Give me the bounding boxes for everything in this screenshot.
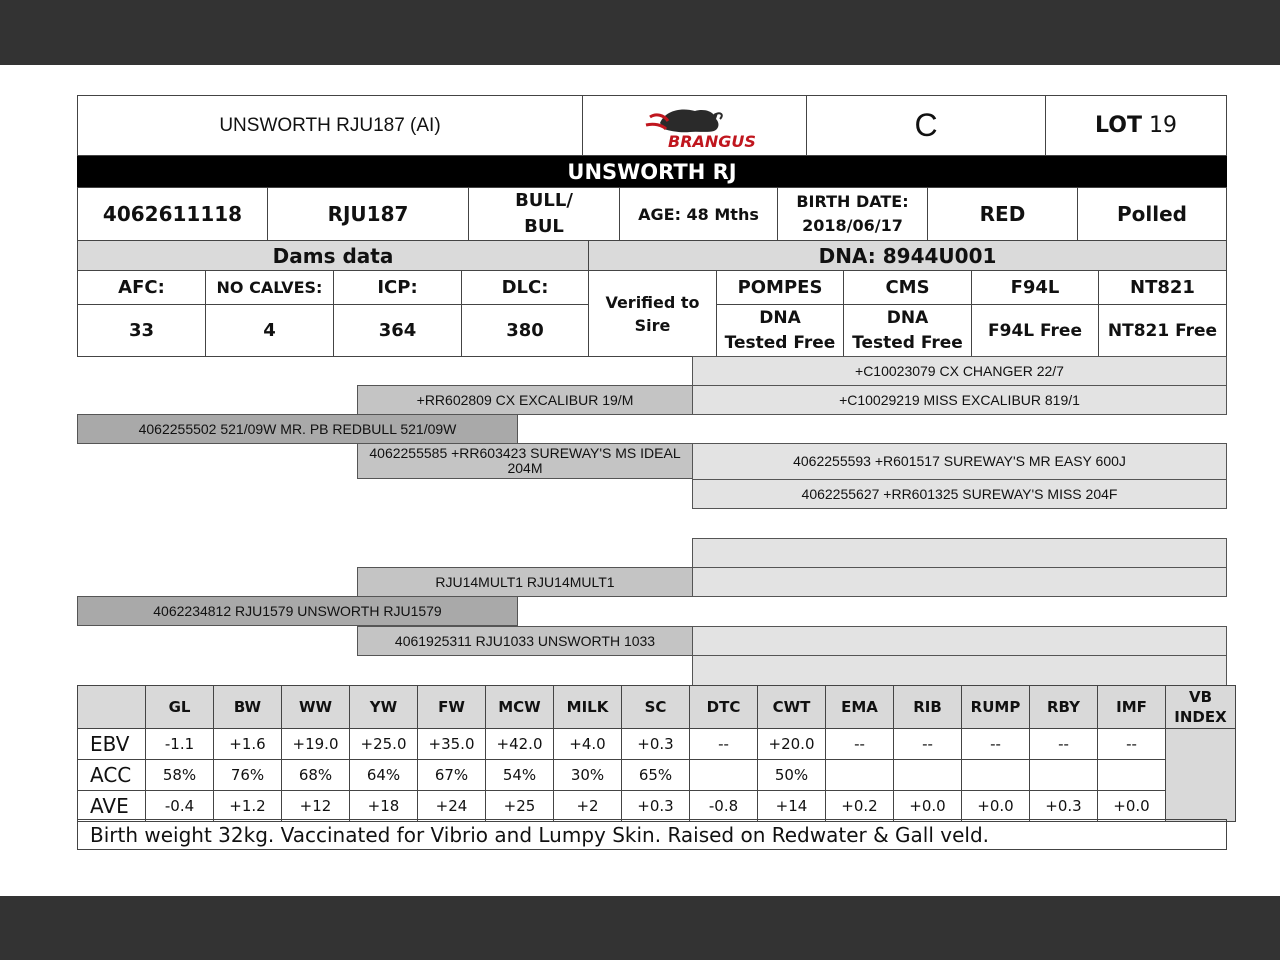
- age-text: AGE: 48 Mths: [638, 204, 759, 224]
- dams-title: Dams data: [272, 243, 394, 268]
- ebv-value-cell: --: [1098, 729, 1166, 760]
- ebv-column-header: GL: [146, 686, 214, 729]
- afc-value: [77, 304, 206, 357]
- cms-line-2: Tested Free: [852, 332, 963, 353]
- pedigree-sire-dam: [357, 443, 693, 479]
- ebv-value-cell: 65%: [622, 760, 690, 791]
- ebv-value-cell: +20.0: [758, 729, 826, 760]
- cms-line-1: DNA: [886, 307, 929, 328]
- ebv-row-label: EBV: [78, 729, 146, 760]
- ebv-value-cell: +18: [350, 791, 418, 822]
- dlc-label: [461, 270, 589, 305]
- pompes-label-text: POMPES: [737, 277, 823, 298]
- ebv-value-cell: --: [962, 729, 1030, 760]
- ebv-value-cell: +0.0: [1098, 791, 1166, 822]
- dna-header: [588, 240, 1227, 271]
- animal-title-text: UNSWORTH RJU187 (AI): [219, 114, 441, 136]
- ebv-row-label: ACC: [78, 760, 146, 791]
- ebv-value-cell: --: [1030, 729, 1098, 760]
- pedigree-ds-text: RJU14MULT1 RJU14MULT1: [435, 573, 615, 590]
- ebv-value-cell: +1.6: [214, 729, 282, 760]
- ebv-column-header: DTC: [690, 686, 758, 729]
- ebv-row-acc: [78, 760, 1236, 791]
- sex-line-1: BULL/: [515, 190, 573, 211]
- birth-date: [777, 187, 928, 241]
- calves-value: [205, 304, 334, 357]
- lot-box: [1045, 95, 1227, 156]
- calves-label-text: NO CALVES:: [216, 278, 323, 297]
- ebv-value-cell: +14: [758, 791, 826, 822]
- nt821-label-text: NT821: [1130, 277, 1195, 298]
- pedigree-sire: [77, 414, 518, 444]
- ebv-value-cell: +1.2: [214, 791, 282, 822]
- f94l-value-text: F94L Free: [988, 320, 1082, 341]
- pedigree-sire-sire-sire: [692, 356, 1227, 386]
- class-letter: [806, 95, 1046, 156]
- vb-index-line-1: VB: [1188, 688, 1213, 706]
- f94l-label: [971, 270, 1099, 305]
- pedigree-dam-dam: [357, 626, 693, 656]
- pompes-line-1: DNA: [759, 307, 801, 328]
- lot-number: 19: [1148, 113, 1177, 138]
- ebv-value-cell: +2: [554, 791, 622, 822]
- ebv-value-cell: +0.0: [894, 791, 962, 822]
- icp-label-text: ICP:: [377, 277, 418, 298]
- top-frame-bar: [0, 0, 1280, 65]
- ebv-value-cell: 67%: [418, 760, 486, 791]
- ebv-column-header: IMF: [1098, 686, 1166, 729]
- icp-label: [333, 270, 462, 305]
- f94l-label-text: F94L: [1010, 277, 1060, 298]
- breeder-banner: [77, 156, 1227, 188]
- pedigree-dam-dam-sire: [692, 626, 1227, 656]
- ebv-table: [77, 685, 1236, 822]
- horn-status: [1077, 187, 1227, 241]
- ebv-value-cell: [894, 760, 962, 791]
- pedigree-dam-text: 4062234812 RJU1579 UNSWORTH RJU1579: [153, 602, 442, 619]
- ebv-value-cell: [962, 760, 1030, 791]
- ebv-value-cell: +42.0: [486, 729, 554, 760]
- ebv-value-cell: --: [826, 729, 894, 760]
- pedigree-sss-text: +C10023079 CX CHANGER 22/7: [855, 362, 1064, 379]
- dlc-value: [461, 304, 589, 357]
- logo-text: BRANGUS: [667, 131, 756, 151]
- notes-text: Birth weight 32kg. Vaccinated for Vibrio and Lumpy Skin. Raised on Redwater & Gall veld.: [90, 822, 990, 847]
- colour: [927, 187, 1078, 241]
- ebv-value-cell: +0.3: [622, 729, 690, 760]
- ebv-value-cell: 58%: [146, 760, 214, 791]
- ebv-value-cell: 76%: [214, 760, 282, 791]
- cms-label-text: CMS: [885, 277, 930, 298]
- ebv-value-cell: 68%: [282, 760, 350, 791]
- ebv-value-cell: [1030, 760, 1098, 791]
- dna-title: DNA: 8944U001: [818, 243, 997, 268]
- ebv-value-cell: +0.3: [1030, 791, 1098, 822]
- id-number: [77, 187, 268, 241]
- id-number-text: 4062611118: [102, 202, 243, 226]
- calves-label: [205, 270, 334, 305]
- ebv-value-cell: +4.0: [554, 729, 622, 760]
- ebv-row-ave: [78, 791, 1236, 822]
- ebv-column-header: FW: [418, 686, 486, 729]
- brangus-logo: [582, 95, 807, 156]
- ebv-column-header: MCW: [486, 686, 554, 729]
- ebv-column-header: EMA: [826, 686, 894, 729]
- ebv-column-header: SC: [622, 686, 690, 729]
- pompes-line-2: Tested Free: [724, 332, 836, 353]
- ebv-value-cell: [690, 760, 758, 791]
- sex: [468, 187, 620, 241]
- verified-line-1: Verified to: [605, 292, 700, 312]
- sex-line-2: BUL: [524, 216, 564, 237]
- pedigree-dam-sire-sire: [692, 538, 1227, 568]
- birth-date-value: 2018/06/17: [802, 216, 903, 235]
- icp-value-text: 364: [378, 320, 417, 341]
- animal-title: [77, 95, 583, 156]
- bottom-frame-bar: [0, 896, 1280, 960]
- ebv-value-cell: 54%: [486, 760, 554, 791]
- tattoo-text: RJU187: [327, 202, 409, 226]
- notes-box: [77, 819, 1227, 850]
- pedigree-sire-dam-dam: [692, 479, 1227, 509]
- age: [619, 187, 778, 241]
- horn-status-text: Polled: [1117, 202, 1187, 226]
- afc-value-text: 33: [128, 320, 155, 341]
- tattoo: [267, 187, 469, 241]
- ebv-value-cell: --: [894, 729, 962, 760]
- ebv-column-header: BW: [214, 686, 282, 729]
- pedigree-dd-text: 4061925311 RJU1033 UNSWORTH 1033: [394, 632, 656, 649]
- colour-text: RED: [979, 202, 1026, 226]
- ebv-header-row: [78, 686, 1236, 729]
- cms-label: [843, 270, 972, 305]
- ebv-value-cell: +0.0: [962, 791, 1030, 822]
- ebv-row-ebv: [78, 729, 1236, 760]
- lot-label: LOT: [1095, 113, 1142, 138]
- dlc-value-text: 380: [506, 320, 544, 341]
- f94l-value: [971, 304, 1099, 357]
- ebv-value-cell: +0.2: [826, 791, 894, 822]
- ebv-value-cell: -1.1: [146, 729, 214, 760]
- pedigree-sire-text: 4062255502 521/09W MR. PB REDBULL 521/09W: [138, 420, 457, 437]
- icp-value: [333, 304, 462, 357]
- vb-index-line-2: INDEX: [1174, 708, 1227, 726]
- dams-header: [77, 240, 589, 271]
- ebv-column-header: RIB: [894, 686, 962, 729]
- pedigree-dam-sire-dam: [692, 567, 1227, 597]
- birth-date-label: BIRTH DATE:: [796, 192, 909, 211]
- class-letter-text: C: [914, 107, 938, 143]
- ebv-column-header: RUMP: [962, 686, 1030, 729]
- banner-text: UNSWORTH RJ: [567, 160, 737, 184]
- pedigree-sire-sire-dam: [692, 385, 1227, 415]
- ebv-value-cell: -0.4: [146, 791, 214, 822]
- ebv-value-cell: 30%: [554, 760, 622, 791]
- nt821-value: [1098, 304, 1227, 357]
- verified-to-sire: [588, 270, 717, 357]
- nt821-label: [1098, 270, 1227, 305]
- pedigree-ssd-text: +C10029219 MISS EXCALIBUR 819/1: [839, 391, 1080, 408]
- pedigree-dam: [77, 596, 518, 626]
- calves-value-text: 4: [263, 320, 276, 341]
- pedigree-sire-dam-sire: [692, 443, 1227, 480]
- afc-label-text: AFC:: [118, 277, 165, 298]
- ebv-value-cell: +0.3: [622, 791, 690, 822]
- nt821-value-text: NT821 Free: [1107, 320, 1218, 341]
- ebv-column-header: MILK: [554, 686, 622, 729]
- pedigree-sd-text: 4062255585 +RR603423 SUREWAY'S MS IDEAL 204M: [369, 445, 681, 476]
- ebv-value-cell: +25: [486, 791, 554, 822]
- ebv-value-cell: --: [690, 729, 758, 760]
- ebv-column-header: YW: [350, 686, 418, 729]
- pedigree-sds-text: 4062255593 +R601517 SUREWAY'S MR EASY 600J: [793, 453, 1126, 469]
- ebv-value-cell: +25.0: [350, 729, 418, 760]
- ebv-value-cell: -0.8: [690, 791, 758, 822]
- ebv-value-cell: +12: [282, 791, 350, 822]
- ebv-column-header: RBY: [1030, 686, 1098, 729]
- pompes-label: [716, 270, 844, 305]
- ebv-value-cell: +24: [418, 791, 486, 822]
- bull-logo-icon: [620, 101, 770, 151]
- dlc-label-text: DLC:: [501, 277, 549, 298]
- afc-label: [77, 270, 206, 305]
- ebv-value-cell: [1098, 760, 1166, 791]
- ebv-column-header: WW: [282, 686, 350, 729]
- cms-value: [843, 304, 972, 357]
- pedigree-sdd-text: 4062255627 +RR601325 SUREWAY'S MISS 204F: [801, 485, 1118, 502]
- ebv-value-cell: [826, 760, 894, 791]
- ebv-value-cell: 50%: [758, 760, 826, 791]
- ebv-value-cell: +19.0: [282, 729, 350, 760]
- pedigree-sire-sire: [357, 385, 693, 415]
- ebv-column-header: CWT: [758, 686, 826, 729]
- ebv-value-cell: +35.0: [418, 729, 486, 760]
- ebv-corner-cell: [78, 686, 146, 729]
- pompes-value: [716, 304, 844, 357]
- pedigree-ss-text: +RR602809 CX EXCALIBUR 19/M: [416, 391, 634, 408]
- vb-index-header: [1166, 686, 1236, 729]
- verified-line-2: Sire: [634, 315, 671, 335]
- ebv-row-label: AVE: [78, 791, 146, 822]
- ebv-value-cell: 64%: [350, 760, 418, 791]
- pedigree-dam-dam-dam: [692, 655, 1227, 686]
- vb-index-value: [1166, 729, 1236, 822]
- pedigree-dam-sire: [357, 567, 693, 597]
